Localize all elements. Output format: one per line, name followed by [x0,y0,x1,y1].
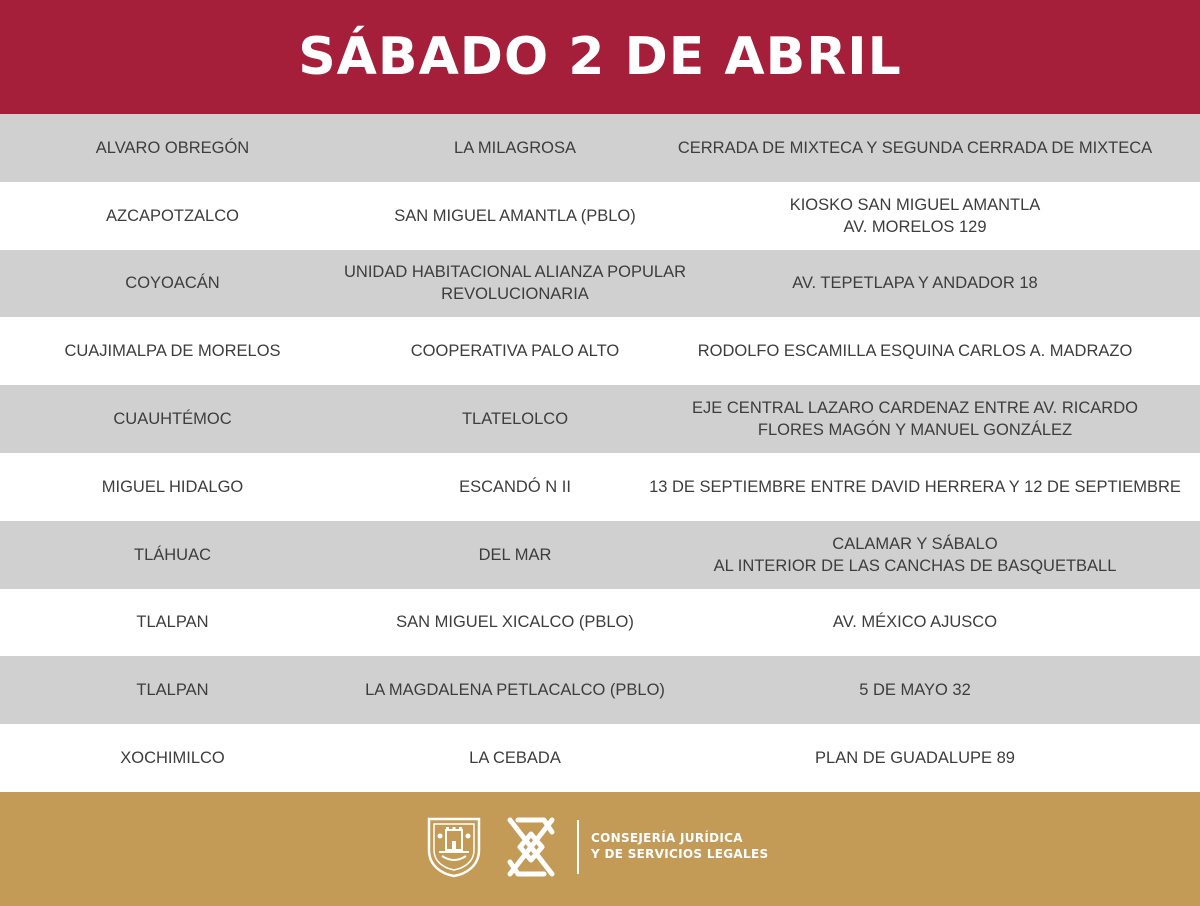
alcaldia-cell: CUAJIMALPA DE MORELOS [64,342,281,361]
page-title: SÁBADO 2 DE ABRIL [298,27,902,87]
ubicacion-cell: AV. TEPETLAPA Y ANDADOR 18 [792,274,1038,293]
colonia-cell: COOPERATIVA PALO ALTO [410,342,620,361]
alcaldia-cell: XOCHIMILCO [120,749,225,768]
table-row [0,385,1200,453]
ubicacion-cell: PLAN DE GUADALUPE 89 [815,749,1015,768]
coat-of-arms-icon [426,816,482,878]
ubicacion-cell: KIOSKO SAN MIGUEL AMANTLA AV. MORELOS 129 [789,195,1041,236]
colonia-cell: LA MAGDALENA PETLACALCO (PBLO) [365,681,665,700]
alcaldia-cell: AZCAPOTZALCO [106,206,239,225]
header-banner [0,0,1200,114]
colonia-cell: LA MILAGROSA [454,138,576,157]
footer-banner [0,792,1200,906]
organization-name [591,830,768,862]
table-row [0,317,1200,385]
table-row [0,589,1200,657]
schedule-table [0,114,1200,792]
colonia-cell: SAN MIGUEL XICALCO (PBLO) [396,613,634,632]
ubicacion-cell: EJE CENTRAL LAZARO CARDENAZ ENTRE AV. RICARDO FLORES MAGÓN Y MANUEL GONZÁLEZ [692,399,1138,440]
alcaldia-cell: TLALPAN [136,613,209,632]
ubicacion-cell: 5 DE MAYO 32 [859,681,971,700]
ubicacion-cell: AV. MÉXICO AJUSCO [832,613,998,632]
organization-line-2: Y DE SERVICIOS LEGALES [591,847,769,861]
ubicacion-cell: 13 DE SEPTIEMBRE ENTRE DAVID HERRERA Y 12 DE SEPTIEMBRE [649,477,1181,496]
alcaldia-cell: ALVARO OBREGÓN [95,138,250,157]
ubicacion-cell: RODOLFO ESCAMILLA ESQUINA CARLOS A. MADRAZO [697,342,1133,361]
alcaldia-cell: TLÁHUAC [133,545,211,564]
ubicacion-cell: CERRADA DE MIXTECA Y SEGUNDA CERRADA DE MIXTECA [677,138,1153,157]
colonia-cell: UNIDAD HABITACIONAL ALIANZA POPULAR REVOLUCIONARIA [343,263,686,304]
table-row [0,250,1200,318]
alcaldia-cell: TLALPAN [136,681,209,700]
colonia-cell: ESCANDÓ N II [459,477,571,496]
colonia-cell: LA CEBADA [469,749,561,768]
table-row [0,114,1200,182]
table-row [0,656,1200,724]
table-row [0,453,1200,521]
alcaldia-cell: MIGUEL HIDALGO [101,477,244,496]
colonia-cell: SAN MIGUEL AMANTLA (PBLO) [394,206,636,225]
ubicacion-cell: CALAMAR Y SÁBALO AL INTERIOR DE LAS CANCHAS DE BASQUETBALL [713,534,1117,575]
colonia-cell: TLATELOLCO [461,410,569,429]
table-row [0,182,1200,250]
footer-divider [577,820,579,874]
colonia-cell: DEL MAR [478,545,552,564]
organization-line-1: CONSEJERÍA JURÍDICA [591,831,743,845]
alcaldia-cell: CUAUHTÉMOC [113,410,232,429]
cdmx-logo-icon [500,812,562,882]
table-row [0,521,1200,589]
alcaldia-cell: COYOACÁN [125,274,220,293]
table-row [0,724,1200,792]
